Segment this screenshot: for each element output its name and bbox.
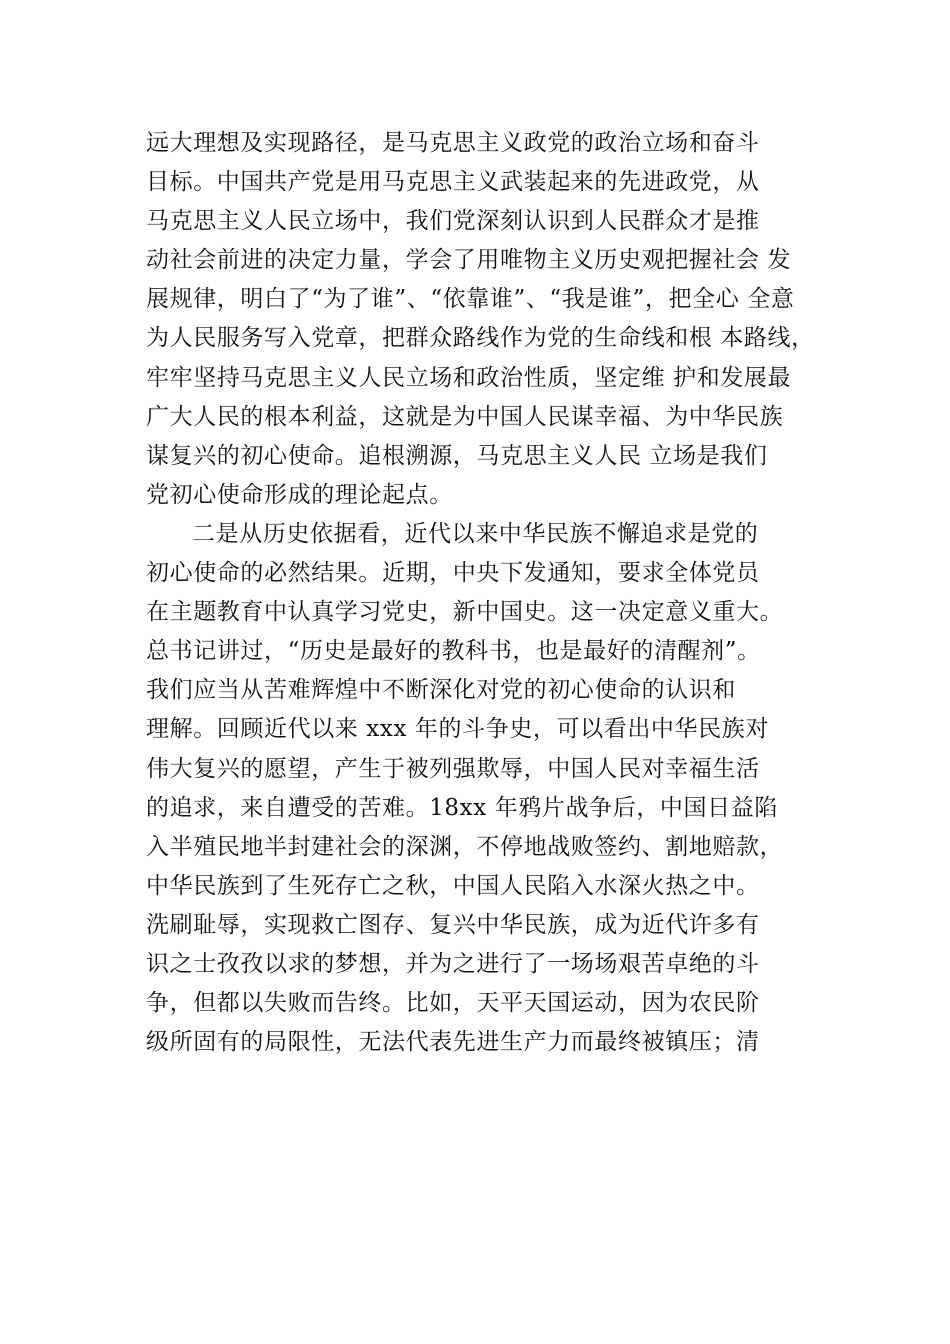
text-line: 目标。中国共产党是用马克思主义武装起来的先进政党，从: [146, 169, 760, 196]
text-line: 洗刷耻辱，实现救亡图存、复兴中华民族，成为近代许多有: [146, 911, 760, 938]
paragraph-1: [146, 124, 846, 515]
text-line: 展规律，明白了“为了谁”、“依靠谁”、“我是谁”，把全心 全意: [146, 286, 795, 313]
text-line: 入半殖民地半封建社会的深渊，不停地战败签约、割地赔款，: [146, 833, 784, 860]
body-text: [146, 124, 846, 1062]
text-line: 党初心使命形成的理论起点。: [146, 481, 453, 508]
text-line: 为人民服务写入党章，把群众路线作为党的生命线和根 本路线，: [146, 325, 815, 352]
text-line: 二是从历史依据看，近代以来中华民族不懈追求是党的: [192, 520, 759, 547]
text-line: 争，但都以失败而告终。比如，天平天国运动，因为农民阶: [146, 990, 760, 1017]
text-line: 的追求，来自遭受的苦难。18xx 年鸦片战争后，中国日益陷: [146, 794, 778, 821]
text-line: 理解。回顾近代以来 xxx 年的斗争史，可以看出中华民族对: [146, 716, 769, 743]
text-line: 识之士孜孜以求的梦想，并为之进行了一场场艰苦卓绝的斗: [146, 950, 760, 977]
text-line: 远大理想及实现路径，是马克思主义政党的政治立场和奋斗: [146, 130, 760, 156]
text-line: 马克思主义人民立场中，我们党深刻认识到人民群众才是推: [146, 208, 760, 235]
text-line: 在主题教育中认真学习党史，新中国史。这一决定意义重大。: [146, 599, 784, 626]
text-line: 谋复兴的初心使命。追根溯源，马克思主义人民 立场是我们: [146, 442, 768, 469]
text-line: 我们应当从苦难辉煌中不断深化对党的初心使命的认识和: [146, 677, 736, 704]
paragraph-2: [146, 515, 846, 1062]
text-line: 总书记讲过，“历史是最好的教科书，也是最好的清醒剂”。: [146, 638, 761, 665]
text-line: 动社会前进的决定力量，学会了用唯物主义历史观把握社会 发: [146, 247, 792, 274]
text-line: 中华民族到了生死存亡之秋，中国人民陷入水深火热之中。: [146, 872, 760, 899]
text-line: 初心使命的必然结果。近期，中央下发通知，要求全体党员: [146, 560, 760, 587]
text-line: 牢牢坚持马克思主义人民立场和政治性质，坚定维 护和发展最: [146, 364, 792, 391]
text-line: 广大人民的根本利益，这就是为中国人民谋幸福、为中华民族: [146, 403, 784, 430]
text-line: 级所固有的局限性，无法代表先进生产力而最终被镇压；清: [146, 1029, 760, 1056]
text-line: 伟大复兴的愿望，产生于被列强欺辱，中国人民对幸福生活: [146, 755, 760, 782]
